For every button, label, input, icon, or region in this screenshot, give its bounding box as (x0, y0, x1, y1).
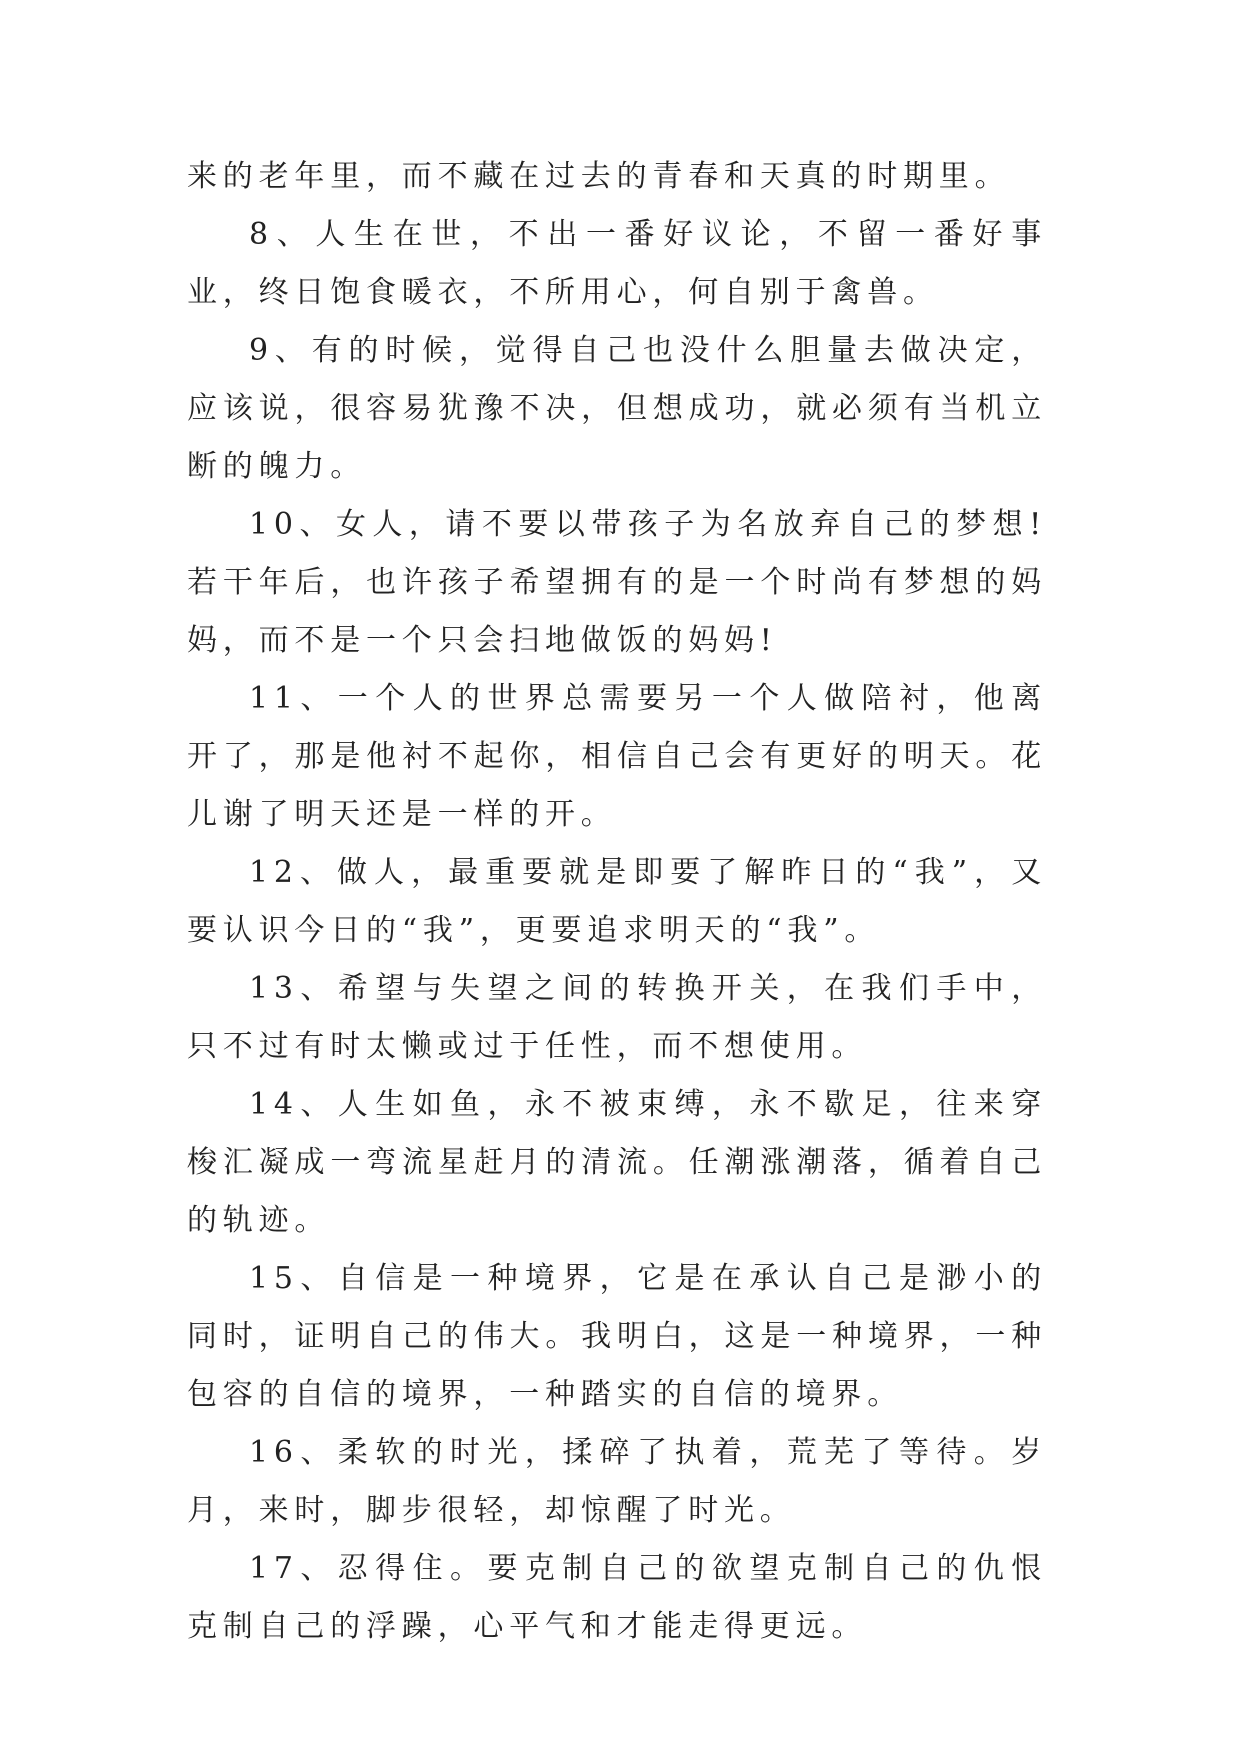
document-page (187, 148, 1047, 1656)
paragraph-item-11: 11、一个人的世界总需要另一个人做陪衬，他离开了，那是他衬不起你，相信自己会有更好的明天。花儿谢了明天还是一样的开。 (187, 681, 1047, 832)
paragraph-item-13: 13、希望与失望之间的转换开关，在我们手中，只不过有时太懒或过于任性，而不想使用。 (187, 971, 1047, 1064)
paragraph-item-9: 9、有的时候，觉得自己也没什么胆量去做决定，应该说，很容易犹豫不决，但想成功，就必须有当机立断的魄力。 (187, 333, 1047, 484)
paragraph-continuation: 来的老年里，而不藏在过去的青春和天真的时期里。 (187, 159, 1011, 194)
paragraph-item-12: 12、做人，最重要就是即要了解昨日的“我”，又要认识今日的“我”，更要追求明天的“我”。 (187, 855, 1047, 948)
paragraph-item-15: 15、自信是一种境界，它是在承认自己是渺小的同时，证明自己的伟大。我明白，这是一种境界，一种包容的自信的境界，一种踏实的自信的境界。 (187, 1261, 1047, 1412)
paragraph-item-10: 10、女人，请不要以带孩子为名放弃自己的梦想!若干年后，也许孩子希望拥有的是一个时尚有梦想的妈妈，而不是一个只会扫地做饭的妈妈! (187, 507, 1047, 658)
paragraph-item-16: 16、柔软的时光，揉碎了执着，荒芜了等待。岁月，来时，脚步很轻，却惊醒了时光。 (187, 1435, 1047, 1528)
paragraph-item-8: 8、人生在世，不出一番好议论，不留一番好事业，终日饱食暖衣，不所用心，何自别于禽兽。 (187, 217, 1047, 310)
paragraph-item-14: 14、人生如鱼，永不被束缚，永不歇足，往来穿梭汇凝成一弯流星赶月的清流。任潮涨潮落，循着自己的轨迹。 (187, 1087, 1047, 1238)
paragraph-item-17: 17、忍得住。要克制自己的欲望克制自己的仇恨克制自己的浮躁，心平气和才能走得更远。 (187, 1551, 1047, 1644)
